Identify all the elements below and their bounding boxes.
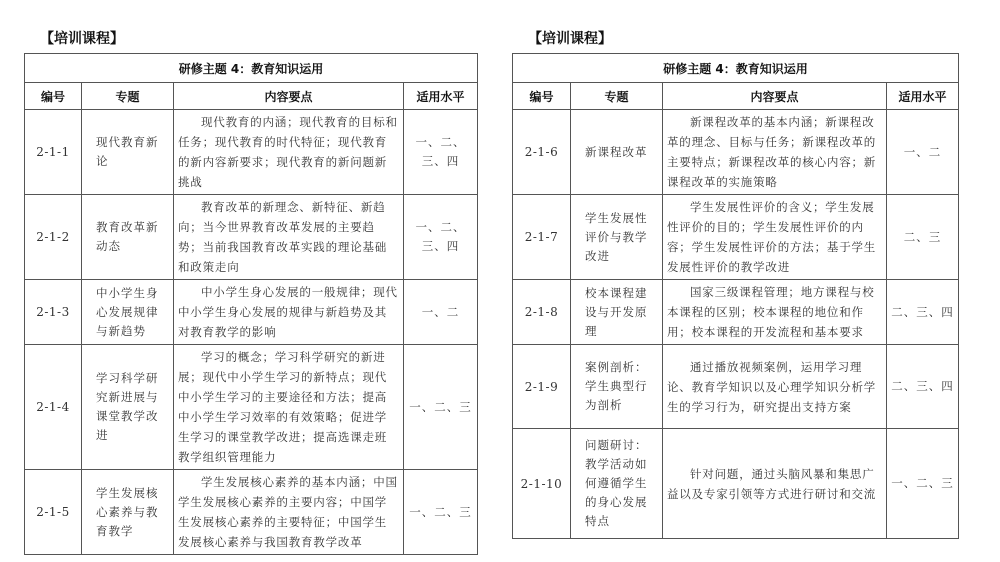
table-theme-header: 研修主题 4：教育知识运用 [25, 54, 478, 83]
header-code: 编号 [25, 83, 82, 110]
row-code: 2-1-3 [25, 280, 82, 345]
header-level: 适用水平 [404, 83, 478, 110]
row-level: 一、二、三、四 [404, 110, 478, 195]
row-level: 二、三、四 [887, 345, 959, 429]
row-code: 2-1-2 [25, 195, 82, 280]
row-level: 一、二、三 [404, 470, 478, 555]
row-content: 学生发展核心素养的基本内涵；中国学生发展核心素养的主要内容；中国学生发展核心素养的主要特征；中国学生发展核心素养与我国教育教学改革 [174, 470, 404, 555]
header-topic: 专题 [82, 83, 174, 110]
row-level: 二、三、四 [887, 280, 959, 345]
row-code: 2-1-8 [513, 280, 571, 345]
row-code: 2-1-4 [25, 345, 82, 470]
table-header-row [513, 83, 959, 110]
table-row [25, 345, 478, 470]
row-content: 通过播放视频案例，运用学习理论、教育学知识以及心理学知识分析学生的学习行为，研究提出支持方案 [663, 345, 887, 429]
table-row [513, 345, 959, 429]
row-code: 2-1-10 [513, 429, 571, 539]
row-level: 一、二、三 [887, 429, 959, 539]
header-code: 编号 [513, 83, 571, 110]
row-level: 一、二、三、四 [404, 195, 478, 280]
table-row [25, 110, 478, 195]
header-content: 内容要点 [663, 83, 887, 110]
table-row [513, 429, 959, 539]
table-row [25, 470, 478, 555]
row-code: 2-1-1 [25, 110, 82, 195]
row-topic: 学习科学研究新进展与课堂教学改进 [82, 345, 174, 470]
row-content: 学生发展性评价的含义；学生发展性评价的目的；学生发展性评价的内容；学生发展性评价的方法；基于学生发展性评价的教学改进 [663, 195, 887, 280]
row-level: 一、二、三 [404, 345, 478, 470]
table-row [25, 195, 478, 280]
table-header-row [25, 83, 478, 110]
right-document-panel [512, 30, 958, 539]
row-code: 2-1-9 [513, 345, 571, 429]
row-topic: 问题研讨：教学活动如何遵循学生的身心发展特点 [571, 429, 663, 539]
row-topic: 校本课程建设与开发原理 [571, 280, 663, 345]
course-table [512, 53, 959, 539]
row-level: 二、三 [887, 195, 959, 280]
section-title: 【培训课程】 [40, 31, 124, 47]
row-topic: 教育改革新动态 [82, 195, 174, 280]
row-content: 针对问题，通过头脑风暴和集思广益以及专家引领等方式进行研讨和交流 [663, 429, 887, 539]
table-row [513, 110, 959, 195]
row-topic: 现代教育新论 [82, 110, 174, 195]
header-content: 内容要点 [174, 83, 404, 110]
table-row [25, 280, 478, 345]
row-code: 2-1-5 [25, 470, 82, 555]
section-title: 【培训课程】 [528, 31, 612, 47]
header-topic: 专题 [571, 83, 663, 110]
row-content: 中小学生身心发展的一般规律；现代中小学生身心发展的规律与新趋势及其对教育教学的影响 [174, 280, 404, 345]
row-code: 2-1-6 [513, 110, 571, 195]
row-code: 2-1-7 [513, 195, 571, 280]
table-row [513, 195, 959, 280]
row-topic: 中小学生身心发展规律与新趋势 [82, 280, 174, 345]
row-topic: 学生发展核心素养与教育教学 [82, 470, 174, 555]
row-topic: 案例剖析：学生典型行为剖析 [571, 345, 663, 429]
row-content: 现代教育的内涵；现代教育的目标和任务；现代教育的时代特征；现代教育的新内容新要求；现代教育的新问题新挑战 [174, 110, 404, 195]
left-document-panel [24, 30, 477, 555]
row-level: 一、二 [404, 280, 478, 345]
row-content: 新课程改革的基本内涵；新课程改革的理念、目标与任务；新课程改革的主要特点；新课程改革的核心内容；新课程改革的实施策略 [663, 110, 887, 195]
table-row [513, 280, 959, 345]
row-content: 国家三级课程管理；地方课程与校本课程的区别；校本课程的地位和作用；校本课程的开发流程和基本要求 [663, 280, 887, 345]
table-theme-header: 研修主题 4：教育知识运用 [513, 54, 959, 83]
row-content: 学习的概念；学习科学研究的新进展；现代中小学生学习的新特点；现代中小学生学习的主要途径和方法；提高中小学生学习效率的有效策略；促进学生学习的课堂教学改进；提高选课走班教学组织管理能力 [174, 345, 404, 470]
course-table [24, 53, 478, 555]
row-content: 教育改革的新理念、新特征、新趋向；当今世界教育改革发展的主要趋势；当前我国教育改革实践的理论基础和政策走向 [174, 195, 404, 280]
row-topic: 新课程改革 [571, 110, 663, 195]
header-level: 适用水平 [887, 83, 959, 110]
row-topic: 学生发展性评价与教学改进 [571, 195, 663, 280]
row-level: 一、二 [887, 110, 959, 195]
